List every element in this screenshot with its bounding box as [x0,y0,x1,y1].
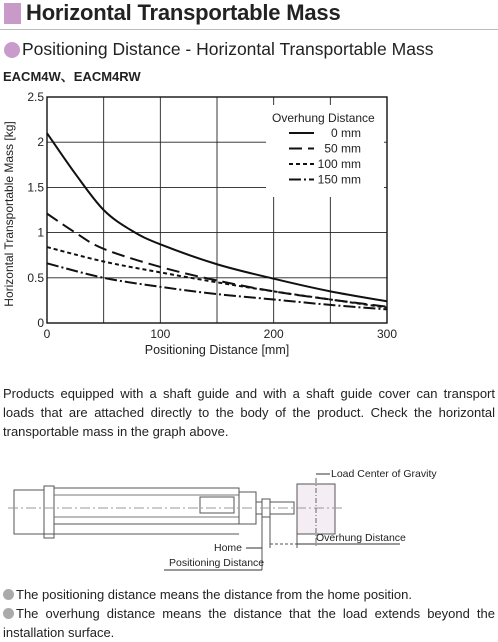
description-paragraph: Products equipped with a shaft guide and with a shaft guide cover can transport loads that are attached directly to the body of the product. Check the horizontal transportable mass in the graph above. [3,386,495,439]
actuator-diagram [0,462,498,580]
title-square-icon [4,3,21,24]
note-overhung [3,604,495,642]
y-tick-label: 2 [37,135,44,150]
page-title: Horizontal Transportable Mass [26,0,341,25]
note-positioning [3,585,495,604]
x-tick-label: 100 [150,327,171,341]
x-tick-label: 300 [376,327,398,341]
section-bullet-icon [4,42,20,58]
x-axis-label: Positioning Distance [mm] [144,343,290,357]
chart [0,85,498,365]
home-label: Home [214,542,243,554]
load-center-label: Load Center of Gravity [331,468,437,480]
model-label: EACM4W、EACM4RW [3,69,141,84]
y-tick-label: 1.5 [27,180,44,195]
positioning-label: Positioning Distance [169,557,265,569]
y-axis-label: Horizontal Transportable Mass [kg] [2,121,16,307]
body-slot [200,497,234,513]
note-text: The positioning distance means the distance from the home position. [16,587,413,602]
motor-body [14,490,44,534]
legend-title: Overhung Distance [272,111,375,125]
y-tick-label: 0.5 [27,270,44,285]
legend-label-3: 150 mm [317,172,361,187]
title-divider [0,29,498,30]
legend-label-0: 0 mm [331,126,361,140]
y-tick-label: 1 [37,225,44,240]
note-bullet-icon [3,589,14,600]
section-heading: Positioning Distance - Horizontal Transportable Mass [22,39,434,59]
y-tick-label: 0 [37,316,44,330]
legend [266,105,384,197]
legend-label-2: 100 mm [317,157,361,171]
motor-flange [44,486,54,538]
note-bullet-icon [3,608,14,619]
x-tick-label: 0 [43,327,51,341]
note-text: The overhung distance means the distance that the load extends beyond the installation surface. [3,606,495,640]
overhung-label: Overhung Distance [316,532,406,544]
legend-label-1: 50 mm [324,141,361,156]
x-tick-label: 200 [263,327,284,341]
y-tick-label: 2.5 [27,90,44,104]
